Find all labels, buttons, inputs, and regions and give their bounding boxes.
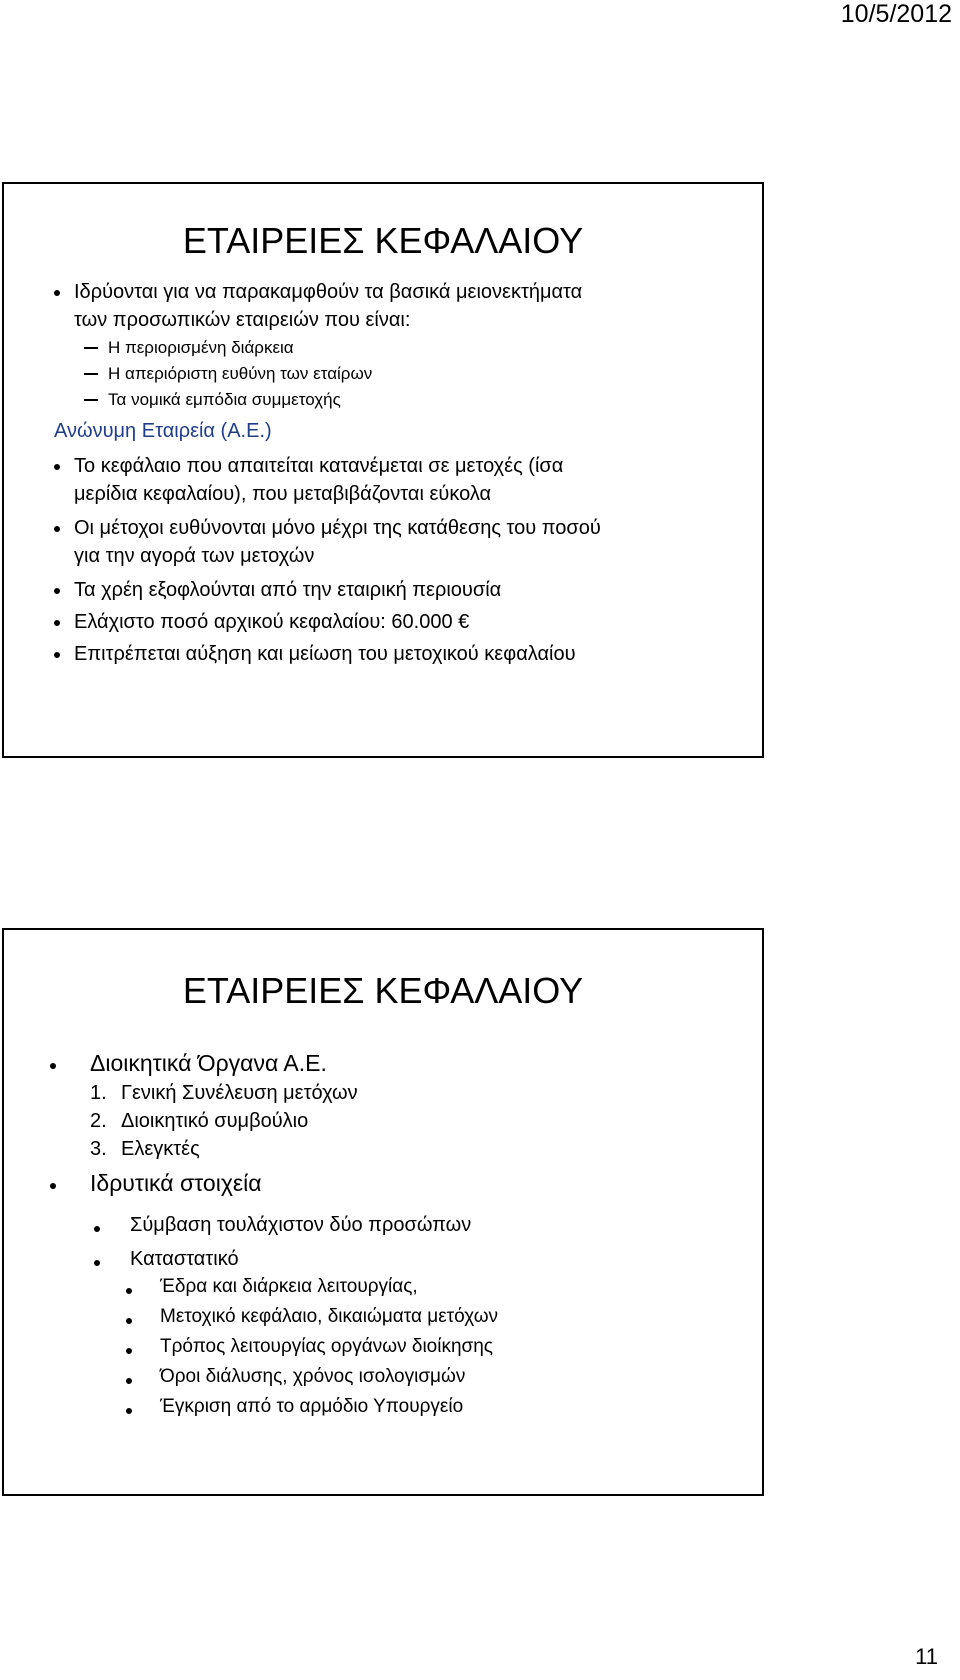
bullet-dot	[50, 1063, 56, 1069]
bullet-dot	[94, 1226, 100, 1232]
bullet-dot	[54, 588, 60, 594]
bullet-line: Το κεφάλαιο που απαιτείται κατανέμεται σε μετοχές (ίσα	[74, 455, 564, 477]
slide-1	[2, 182, 764, 758]
intro-line: των προσωπικών εταιρειών που είναι:	[74, 309, 411, 331]
bullet-dot	[126, 1288, 132, 1294]
bullet-line: μερίδια κεφαλαίου), που μεταβιβάζονται εύκολα	[74, 483, 492, 505]
sub-item: Η περιορισμένη διάρκεια	[108, 338, 294, 357]
bullet-line: Τα χρέη εξοφλούνται από την εταιρική περιουσία	[74, 579, 502, 601]
dash-marker	[84, 347, 98, 349]
bullet-line: Επιτρέπεται αύξηση και μείωση του μετοχικού κεφαλαίου	[74, 643, 576, 665]
list-item: Τρόπος λειτουργίας οργάνων διοίκησης	[160, 1336, 493, 1357]
list-item: Μετοχικό κεφάλαιο, δικαιώματα μετόχων	[160, 1306, 499, 1327]
bullet-dot	[94, 1260, 100, 1266]
list-number: 2.	[90, 1110, 107, 1132]
list-item: Ελεγκτές	[121, 1138, 200, 1160]
bodies-heading: Διοικητικά Όργανα Α.Ε.	[90, 1050, 327, 1076]
bullet-dot	[126, 1378, 132, 1384]
slide-2	[2, 928, 764, 1496]
slide-title: ΕΤΑΙΡΕΙΕΣ ΚΕΦΑΛΑΙΟΥ	[182, 220, 584, 261]
bullet-dot	[126, 1318, 132, 1324]
bullet-line: για την αγορά των μετοχών	[74, 545, 315, 567]
sub-item: Η απεριόριστη ευθύνη των εταίρων	[108, 364, 373, 383]
list-item: Διοικητικό συμβούλιο	[121, 1110, 309, 1132]
bullet-dot	[54, 290, 60, 296]
bullet-dot	[126, 1348, 132, 1354]
slide-title: ΕΤΑΙΡΕΙΕΣ ΚΕΦΑΛΑΙΟΥ	[182, 970, 584, 1011]
dash-marker	[84, 399, 98, 401]
sub-item: Τα νομικά εμπόδια συμμετοχής	[108, 390, 341, 409]
founding-heading: Ιδρυτικά στοιχεία	[90, 1170, 262, 1196]
bullet-dot	[126, 1408, 132, 1414]
bullet-dot	[54, 652, 60, 658]
bullet-line: Οι μέτοχοι ευθύνονται μόνο μέχρι της κατάθεσης του ποσού	[74, 517, 601, 539]
list-item: Έγκριση από το αρμόδιο Υπουργείο	[160, 1396, 464, 1417]
page-date: 10/5/2012	[840, 0, 952, 28]
list-item: Όροι διάλυσης, χρόνος ισολογισμών	[160, 1366, 466, 1387]
list-item: Έδρα και διάρκεια λειτουργίας,	[160, 1276, 418, 1297]
bullet-dot	[54, 620, 60, 626]
page-number: 11	[915, 1644, 938, 1669]
intro-line: Ιδρύονται για να παρακαμφθούν τα βασικά μειονεκτήματα	[74, 281, 583, 303]
section-heading: Ανώνυμη Εταιρεία (Α.Ε.)	[54, 420, 272, 442]
bullet-dot	[54, 464, 60, 470]
bullet-dot	[54, 526, 60, 532]
list-number: 3.	[90, 1138, 107, 1160]
list-item: Καταστατικό	[130, 1248, 239, 1270]
bullet-dot	[50, 1183, 56, 1189]
list-item: Γενική Συνέλευση μετόχων	[121, 1082, 358, 1104]
list-item: Σύμβαση τουλάχιστον δύο προσώπων	[130, 1214, 472, 1236]
bullet-line: Ελάχιστο ποσό αρχικού κεφαλαίου: 60.000 €	[74, 611, 470, 633]
list-number: 1.	[90, 1082, 107, 1104]
dash-marker	[84, 373, 98, 375]
